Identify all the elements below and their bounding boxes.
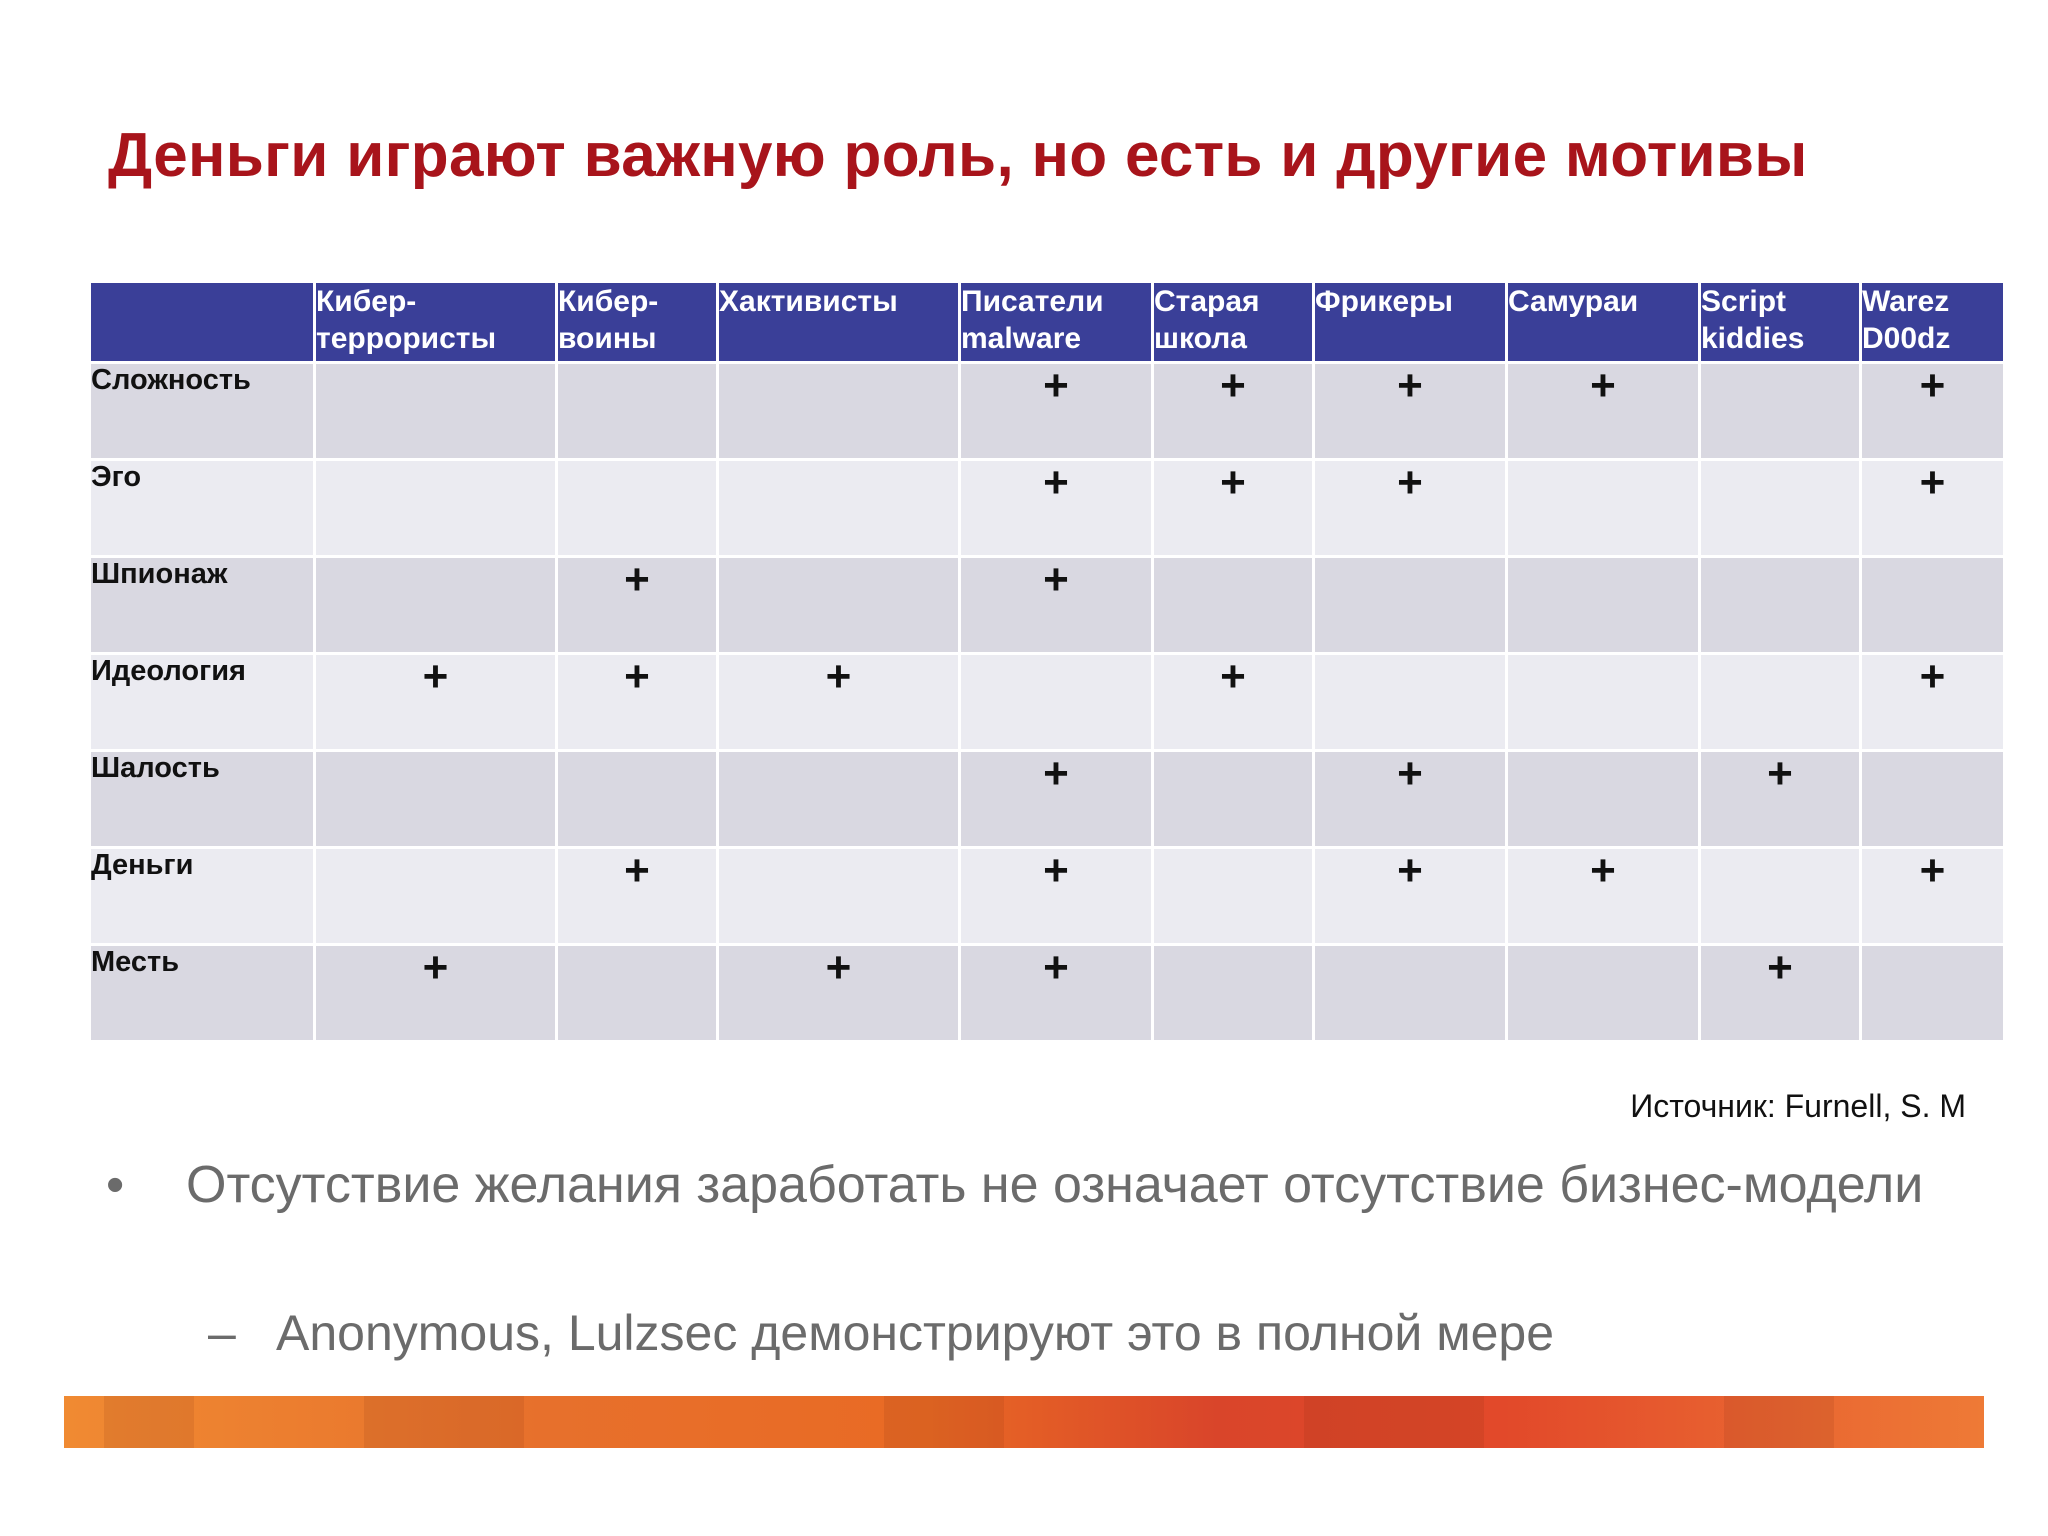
slide-title: Деньги играют важную роль, но есть и другие мотивы xyxy=(108,121,1808,190)
table-cell xyxy=(558,461,716,555)
column-header: Самураи xyxy=(1508,283,1698,361)
table-cell xyxy=(1154,752,1312,846)
table-cell xyxy=(1862,558,2003,652)
table-cell: + xyxy=(961,752,1151,846)
table-cell: + xyxy=(316,946,555,1040)
table-cell xyxy=(1701,849,1859,943)
table-cell xyxy=(1508,752,1698,846)
column-header: Warez D00dz xyxy=(1862,283,2003,361)
table-cell: + xyxy=(961,946,1151,1040)
table-row xyxy=(91,655,2003,749)
bullet-text: Отсутствие желания заработать не означает отсутствие бизнес-модели xyxy=(186,1156,1924,1214)
table-cell xyxy=(316,364,555,458)
column-header: Фрикеры xyxy=(1315,283,1505,361)
table-cell xyxy=(1508,461,1698,555)
table-cell: + xyxy=(558,655,716,749)
row-label: Идеология xyxy=(91,655,313,749)
source-citation: Источник: Furnell, S. M xyxy=(1630,1088,1966,1124)
table-cell xyxy=(316,461,555,555)
sub-bullet-dash: – xyxy=(208,1305,236,1361)
table-cell: + xyxy=(1154,655,1312,749)
band-segment xyxy=(1304,1396,1484,1448)
table-row xyxy=(91,849,2003,943)
table-cell: + xyxy=(961,461,1151,555)
table-cell xyxy=(719,461,958,555)
row-label: Месть xyxy=(91,946,313,1040)
band-segment xyxy=(364,1396,524,1448)
table-cell xyxy=(719,364,958,458)
table-cell xyxy=(1154,946,1312,1040)
table-cell xyxy=(1508,946,1698,1040)
header-row xyxy=(91,283,2003,361)
table-cell xyxy=(1701,655,1859,749)
column-header: Хактивисты xyxy=(719,283,958,361)
table-row xyxy=(91,752,2003,846)
table-cell xyxy=(1315,946,1505,1040)
band-segment xyxy=(884,1396,1004,1448)
table-cell xyxy=(316,558,555,652)
table-cell: + xyxy=(1862,461,2003,555)
table-cell: + xyxy=(961,849,1151,943)
column-header: Старая школа xyxy=(1154,283,1312,361)
table-cell xyxy=(719,752,958,846)
band-segment xyxy=(1724,1396,1834,1448)
decorative-footer-band xyxy=(64,1396,1984,1448)
table-cell: + xyxy=(719,655,958,749)
column-header: Писатели malware xyxy=(961,283,1151,361)
table-cell: + xyxy=(1701,752,1859,846)
row-label: Деньги xyxy=(91,849,313,943)
row-label: Эго xyxy=(91,461,313,555)
row-label: Сложность xyxy=(91,364,313,458)
table-cell xyxy=(558,364,716,458)
table-cell xyxy=(1701,461,1859,555)
table-cell xyxy=(1315,558,1505,652)
table-cell: + xyxy=(1701,946,1859,1040)
table-cell xyxy=(1154,849,1312,943)
table-cell xyxy=(316,752,555,846)
row-label: Шалость xyxy=(91,752,313,846)
table-cell xyxy=(719,849,958,943)
header-corner xyxy=(91,283,313,361)
band-segment xyxy=(104,1396,194,1448)
table-cell: + xyxy=(961,558,1151,652)
table-cell: + xyxy=(1154,461,1312,555)
table-cell: + xyxy=(961,364,1151,458)
motives-table xyxy=(88,280,2006,1043)
table-cell xyxy=(1508,655,1698,749)
table-cell xyxy=(558,946,716,1040)
table-cell: + xyxy=(1315,752,1505,846)
bullet-dot: • xyxy=(106,1156,125,1214)
table-cell: + xyxy=(558,849,716,943)
table-cell xyxy=(719,558,958,652)
table-cell xyxy=(1701,558,1859,652)
column-header: Кибер- террористы xyxy=(316,283,555,361)
table-cell: + xyxy=(1862,655,2003,749)
table-cell: + xyxy=(1315,461,1505,555)
table-row xyxy=(91,946,2003,1040)
table-cell: + xyxy=(1315,849,1505,943)
column-header: Кибер- воины xyxy=(558,283,716,361)
table-cell: + xyxy=(719,946,958,1040)
table-cell xyxy=(1862,752,2003,846)
table-cell xyxy=(558,752,716,846)
table-cell: + xyxy=(558,558,716,652)
table-cell xyxy=(1154,558,1312,652)
table-cell xyxy=(961,655,1151,749)
table-cell xyxy=(316,849,555,943)
table-row xyxy=(91,461,2003,555)
table-cell: + xyxy=(1508,849,1698,943)
table-cell xyxy=(1508,558,1698,652)
row-label: Шпионаж xyxy=(91,558,313,652)
table-cell: + xyxy=(1315,364,1505,458)
table-row xyxy=(91,558,2003,652)
table-cell: + xyxy=(1508,364,1698,458)
sub-bullet-text: Anonymous, Lulzsec демонстрируют это в полной мере xyxy=(276,1305,1555,1361)
column-header: Script kiddies xyxy=(1701,283,1859,361)
table-cell xyxy=(1701,364,1859,458)
table-cell xyxy=(1862,946,2003,1040)
table-cell xyxy=(1315,655,1505,749)
table-cell: + xyxy=(1862,364,2003,458)
table-cell: + xyxy=(316,655,555,749)
table-cell: + xyxy=(1862,849,2003,943)
table-row xyxy=(91,364,2003,458)
table-cell: + xyxy=(1154,364,1312,458)
